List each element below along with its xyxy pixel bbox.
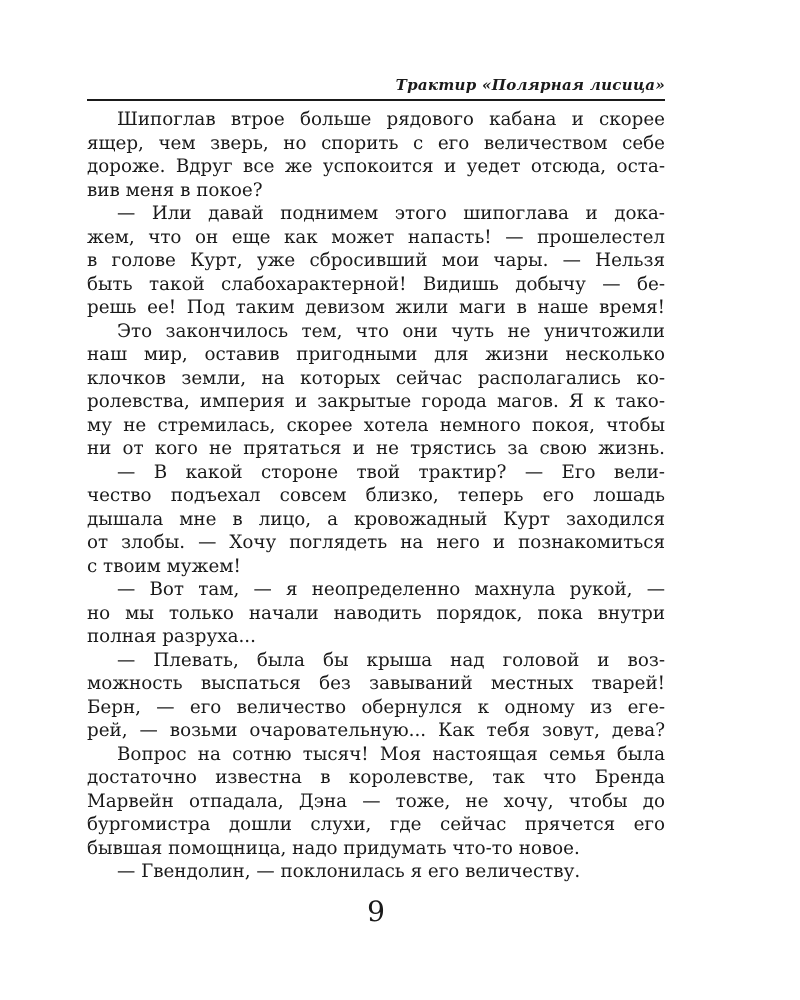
text-line: достаточно известна в королевстве, так что Бренда bbox=[87, 767, 665, 788]
text-line: наш мир, оставив пригодными для жизни несколько bbox=[87, 344, 665, 365]
text-line: с твоим мужем! bbox=[87, 555, 241, 577]
text-line: решь ее! Под таким девизом жили маги в наше время! bbox=[87, 297, 665, 318]
text-line: полная разруха... bbox=[87, 626, 256, 647]
text-line: Это закончилось тем, что они чуть не уничтожили bbox=[117, 320, 665, 342]
text-line: ролевства, империя и закрытые города магов. Я к тако- bbox=[87, 391, 665, 412]
page-number: 9 bbox=[367, 895, 385, 928]
text-line: — В какой стороне твой трактир? — Его вели- bbox=[117, 461, 665, 483]
text-line: бывшая помощница, надо придумать что-то новое. bbox=[87, 837, 580, 859]
text-line: дороже. Вдруг все же успокоится и уедет отсюда, оста- bbox=[87, 156, 665, 177]
header-rule bbox=[87, 99, 665, 101]
text-line: дышала мне в лицо, а кровожадный Курт заходился bbox=[87, 508, 665, 530]
text-line: рей, — возьми очаровательную... Как тебя зовут, дева? bbox=[87, 720, 665, 741]
text-line: от злобы. — Хочу поглядеть на него и познакомиться bbox=[87, 532, 665, 553]
text-line: быть такой слабохарактерной! Видишь добычу — бе- bbox=[87, 273, 665, 295]
text-line: Шипоглав втрое больше рядового кабана и скорее bbox=[117, 109, 665, 130]
text-line: клочков земли, на которых сейчас располагались ко- bbox=[87, 367, 665, 389]
text-line: му не стремилась, скорее хотела немного покоя, чтобы bbox=[87, 414, 665, 436]
text-line: чество подъехал совсем близко, теперь его лошадь bbox=[87, 485, 665, 506]
text-line: в голове Курт, уже сбросивший мои чары. — Нельзя bbox=[87, 250, 665, 271]
text-line: Берн, — его величество обернулся к одному из еге- bbox=[87, 696, 665, 718]
text-line: можность выспаться без завываний местных тварей! bbox=[87, 673, 665, 694]
text-line: бургомистра дошли слухи, где сейчас прячется его bbox=[87, 814, 665, 835]
text-line: — Гвендолин, — поклонилась я его величеству. bbox=[117, 861, 581, 882]
text-line: — Плевать, была бы крыша над головой и воз- bbox=[117, 649, 665, 671]
text-line: — Или давай поднимем этого шипоглава и дока- bbox=[117, 203, 665, 224]
text-line: Марвейн отпадала, Дэна — тоже, не хочу, чтобы до bbox=[87, 790, 665, 812]
text-line: ящер, чем зверь, но спорить с его величеством себе bbox=[87, 132, 665, 154]
text-line: вив меня в покое? bbox=[87, 179, 263, 201]
body-text bbox=[87, 108, 665, 884]
running-head: Трактир «Полярная лисица» bbox=[395, 76, 665, 94]
text-line: — Вот там, — я неопределенно махнула рукой, — bbox=[117, 579, 665, 600]
text-line: жем, что он еще как может напасть! — прошелестел bbox=[87, 226, 665, 248]
text-line: но мы только начали наводить порядок, пока внутри bbox=[87, 602, 665, 624]
text-line: ни от кого не прятаться и не трястись за свою жизнь. bbox=[87, 438, 665, 459]
text-line: Вопрос на сотню тысяч! Моя настоящая семья была bbox=[117, 743, 665, 765]
